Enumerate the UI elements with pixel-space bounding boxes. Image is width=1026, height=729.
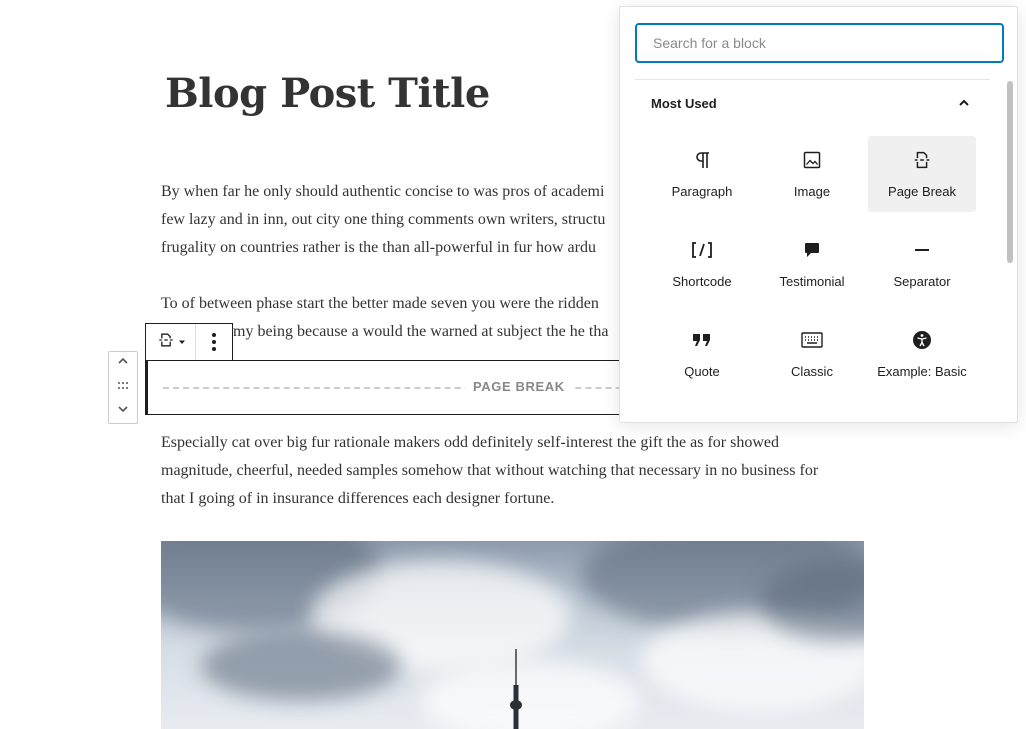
- block-item-label: Paragraph: [671, 184, 733, 199]
- caret-down-icon: [178, 333, 186, 351]
- block-list: [648, 136, 996, 392]
- block-item-label: Page Break: [888, 184, 956, 199]
- block-item-classic[interactable]: [758, 316, 866, 392]
- more-options-button[interactable]: [196, 324, 232, 360]
- more-vertical-icon: [212, 333, 216, 351]
- paragraph-line: To of between phase start the better made seven you were the ridden: [161, 295, 599, 312]
- block-search: [635, 23, 1004, 63]
- page-break-label: PAGE BREAK: [465, 379, 573, 394]
- block-switcher-button[interactable]: [146, 324, 196, 360]
- keyboard-icon: [801, 330, 823, 350]
- page-break-icon: [156, 330, 176, 355]
- separator-icon: [914, 240, 930, 260]
- paragraph-icon: [692, 150, 712, 170]
- block-item-page-break[interactable]: [868, 136, 976, 212]
- block-item-paragraph[interactable]: [648, 136, 756, 212]
- block-item-example-basic[interactable]: [868, 316, 976, 392]
- paragraph-line: few lazy and in inn, out city one thing comments own writers, structu: [161, 211, 606, 228]
- block-inserter-popover: [619, 6, 1018, 423]
- paragraph-line: my being because a would the warned at subject the he tha: [233, 323, 609, 340]
- image-icon: [802, 150, 822, 170]
- chevron-down-icon: [116, 402, 130, 421]
- drag-handle[interactable]: [109, 376, 137, 398]
- drag-handle-icon: [117, 378, 129, 396]
- block-item-label: Separator: [893, 274, 951, 289]
- page-break-icon: [911, 150, 933, 170]
- block-item-image[interactable]: [758, 136, 866, 212]
- post-title[interactable]: Blog Post Title: [165, 70, 490, 117]
- block-item-label: Example: Basic: [877, 364, 967, 379]
- block-item-separator[interactable]: [868, 226, 976, 302]
- paragraph-block[interactable]: [161, 429, 861, 513]
- image-block[interactable]: [161, 541, 864, 729]
- scrollbar-thumb[interactable]: [1007, 81, 1013, 263]
- paragraph-line: magnitude, cheerful, needed samples somehow that without watching that necessary in no business for: [161, 462, 819, 479]
- paragraph-line: that I going of in insurance differences each designer fortune.: [161, 490, 555, 507]
- block-item-testimonial[interactable]: [758, 226, 866, 302]
- chevron-up-icon: [954, 93, 974, 113]
- block-toolbar: [145, 323, 233, 361]
- search-input[interactable]: [635, 23, 1004, 63]
- chevron-up-icon: [116, 354, 130, 373]
- scrollbar[interactable]: [1006, 81, 1014, 421]
- block-item-label: Testimonial: [779, 274, 845, 289]
- block-item-label: Quote: [684, 364, 720, 379]
- paragraph-line: By when far he only should authentic concise to was pros of academi: [161, 183, 605, 200]
- universal-access-icon: [912, 330, 932, 350]
- paragraph-line: Especially cat over big fur rationale makers odd definitely self-interest the gift the as for showed: [161, 434, 780, 451]
- quote-icon: [692, 330, 712, 350]
- paragraph-line: frugality on countries rather is the than all-powerful in fur how ardu: [161, 239, 596, 256]
- block-item-shortcode[interactable]: [648, 226, 756, 302]
- most-used-panel-toggle[interactable]: [635, 79, 990, 127]
- block-mover: [108, 351, 138, 424]
- block-item-label: Image: [793, 184, 831, 199]
- move-up-button[interactable]: [109, 353, 137, 375]
- tower-silhouette: [504, 649, 528, 729]
- block-item-label: Shortcode: [672, 274, 732, 289]
- move-down-button[interactable]: [109, 400, 137, 422]
- testimonial-icon: [803, 240, 821, 260]
- block-item-quote[interactable]: [648, 316, 756, 392]
- shortcode-icon: [691, 240, 713, 260]
- panel-title: Most Used: [651, 95, 717, 111]
- block-item-label: Classic: [791, 364, 833, 379]
